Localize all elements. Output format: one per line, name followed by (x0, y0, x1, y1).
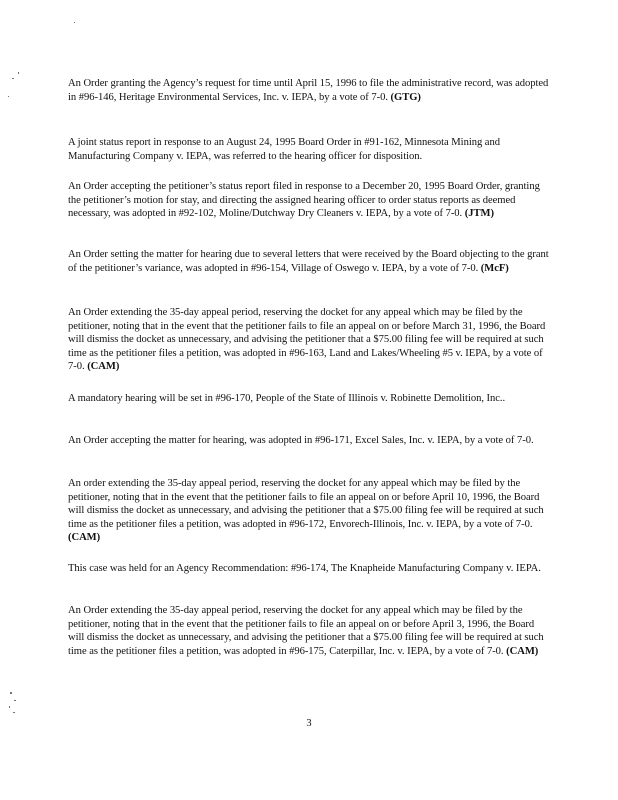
page-number: 3 (306, 718, 312, 729)
scan-speck (12, 78, 14, 79)
paragraph-excel-sales: An Order accepting the matter for hearing, was adopted in #96-171, Excel Sales, Inc. v. IEPA, by a vote of 7-0. (68, 435, 534, 446)
scan-speck (10, 692, 12, 694)
paragraph-moline-dutchway: An Order accepting the petitioner’s status report filed in response to a December 20, 1995 Board Order, granting the petitioner’s motion for stay, and directing the assigned hearing officer to order status reports as deemed necessary, was adopted in #92-102, Moline/Dutchway Dry Cleaners v. IEPA, by a vote of 7-0. (JTM) (68, 181, 540, 219)
paragraph-robinette: A mandatory hearing will be set in #96-170, People of the State of Illinois v. Robinette Demolition, Inc.. (68, 393, 506, 404)
paragraph-envorech: An order extending the 35-day appeal period, reserving the docket for any appeal which may be filed by the petitioner, noting that in the event that the petitioner fails to file an appeal on or before April 10, 1996, the Board will dismiss the docket as unnecessary, and advising the petitioner that a $75.00 filing fee will be required at such time as the petitioner files a petition, was adopted in #96-172, Envorech-Illinois, Inc. v. IEPA, by a vote of 7-0. (CAM) (68, 478, 544, 543)
scan-speck (13, 712, 15, 713)
scan-speck (8, 96, 9, 97)
scan-speck (18, 72, 19, 74)
paragraph-land-and-lakes: An Order extending the 35-day appeal period, reserving the docket for any appeal which may be filed by the petitioner, noting that in the event that the petitioner fails to file an appeal on or before March 31, 1996, the Board will dismiss the docket as unnecessary, and advising the petitioner that a $75.00 filing fee will be required at such time as the petitioner files a petition, was adopted in #96-163, Land and Lakes/Wheeling #5 v. IEPA, by a vote of 7-0. (CAM) (68, 307, 546, 372)
paragraph-heritage: An Order granting the Agency’s request for time until April 15, 1996 to file the administrative record, was adopted in #96-146, Heritage Environmental Services, Inc. v. IEPA, by a vote of 7-0. (GTG) (68, 78, 549, 103)
scan-speck (74, 22, 75, 23)
scan-speck (14, 700, 16, 701)
paragraph-minnesota-mining: A joint status report in response to an August 24, 1995 Board Order in #91-162, Minnesota Mining and Manufacturing Company v. IEPA, was referred to the hearing officer for disposition. (68, 137, 500, 162)
paragraph-caterpillar: An Order extending the 35-day appeal period, reserving the docket for any appeal which may be filed by the petitioner, noting that in the event that the petitioner fails to file an appeal on or before April 3, 1996, the Board will dismiss the docket as unnecessary, and advising the petitioner that a $75.00 filing fee will be required at such time as the petitioner files a petition, was adopted in #96-175, Caterpillar, Inc. v. IEPA, by a vote of 7-0. (CAM) (68, 605, 544, 657)
scan-speck (9, 706, 10, 708)
paragraph-village-of-oswego: An Order setting the matter for hearing due to several letters that were received by the Board objecting to the grant of the petitioner’s variance, was adopted in #96-154, Village of Oswego v. IEPA, by a vote of 7-0. (McF) (68, 249, 549, 274)
paragraph-knapheide: This case was held for an Agency Recommendation: #96-174, The Knapheide Manufacturing Company v. IEPA. (68, 563, 541, 574)
